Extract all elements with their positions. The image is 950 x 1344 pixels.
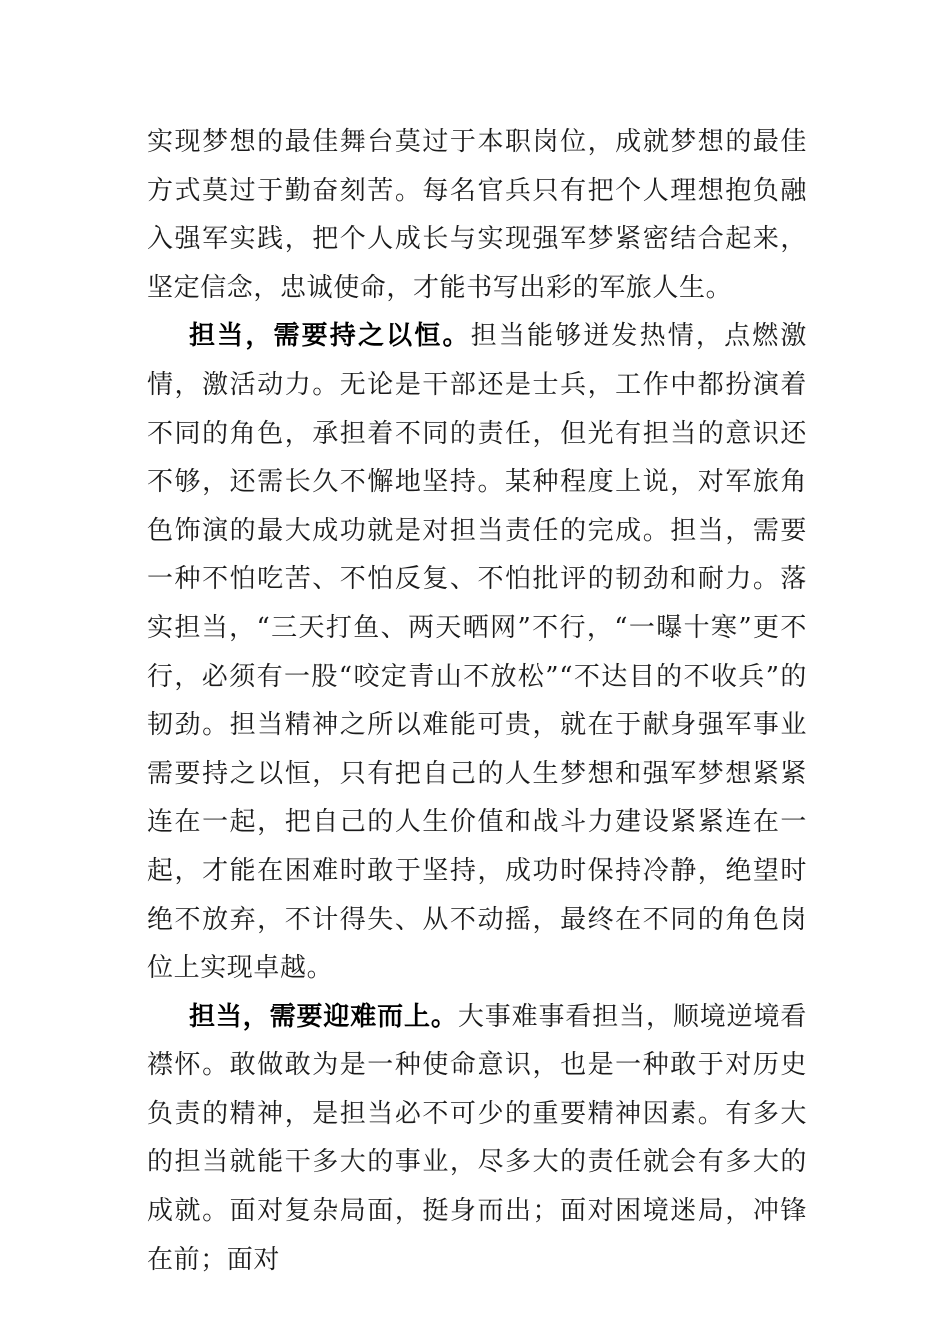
paragraph-3 — [147, 993, 807, 1285]
paragraph-3-text: 大事难事看担当，顺境逆境看襟怀。敢做敢为是一种使命意识，也是一种敢于对历史负责的精神，是担当必不可少的重要精神因素。有多大的担当就能干多大的事业，尽多大的责任就会有多大的成就。面对复杂局面，挺身而出；面对困境迷局，冲锋在前；面对 — [147, 1001, 807, 1275]
paragraph-2 — [147, 312, 807, 992]
paragraph-1-text: 实现梦想的最佳舞台莫过于本职岗位，成就梦想的最佳方式莫过于勤奋刻苦。每名官兵只有把个人理想抱负融入强军实践，把个人成长与实现强军梦紧密结合起来，坚定信念，忠诚使命，才能书写出彩的军旅人生。 — [147, 127, 807, 303]
paragraph-2-text: 担当能够迸发热情，点燃激情，激活动力。无论是干部还是士兵，工作中都扮演着不同的角色，承担着不同的责任，但光有担当的意识还不够，还需长久不懈地坚持。某种程度上说，对军旅角色饰演的最大成功就是对担当责任的完成。担当，需要一种不怕吃苦、不怕反复、不怕批评的韧劲和耐力。落实担当，“三天打鱼、两天晒网”不行，“一曝十寒”更不行，必须有一股“咬定青山不放松”“不达目的不收兵”的韧劲。担当精神之所以难能可贵，就在于献身强军事业需要持之以恒，只有把自己的人生梦想和强军梦想紧紧连在一起，把自己的人生价值和战斗力建设紧紧连在一起，才能在困难时敢于坚持，成功时保持冷静，绝望时绝不放弃，不计得失、从不动摇，最终在不同的角色岗位上实现卓越。 — [147, 321, 807, 984]
paragraph-1 — [147, 118, 807, 312]
paragraph-2-lead-heading: 担当，需要持之以恒。 — [189, 321, 471, 352]
paragraph-3-lead-heading: 担当，需要迎难而上。 — [189, 1001, 458, 1032]
document-body — [147, 118, 807, 1284]
